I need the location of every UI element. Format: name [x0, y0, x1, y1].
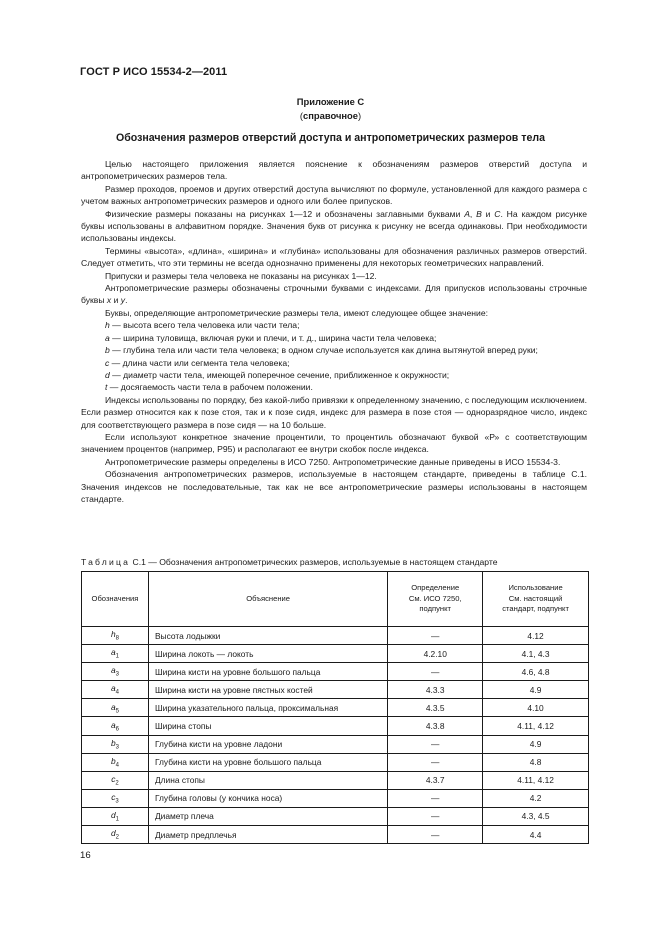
table-row	[82, 807, 589, 825]
table-row	[82, 645, 589, 663]
table-row	[82, 753, 589, 771]
cell-explanation: Диаметр предплечья	[148, 826, 387, 844]
table-caption-text: С.1 — Обозначения антропометрических размеров, используемые в настоящем стандарте	[130, 557, 498, 567]
cell-usage: 4.9	[483, 681, 589, 699]
letter-symbol: t	[105, 382, 108, 393]
cell-symbol	[82, 753, 149, 771]
cell-explanation: Ширина локоть — локоть	[148, 645, 387, 663]
cell-explanation: Диаметр плеча	[148, 807, 387, 825]
table-caption	[81, 557, 497, 567]
table-row	[82, 699, 589, 717]
cell-usage: 4.12	[483, 627, 589, 645]
cell-symbol	[82, 735, 149, 753]
letter-definition	[81, 344, 587, 356]
letter-run: А	[464, 208, 470, 219]
symbol-index: 5	[115, 708, 119, 715]
paragraph-letters-intro: Буквы, определяющие антропометрические размеры тела, имеют следующее общее значение:	[105, 307, 488, 318]
cell-symbol	[82, 807, 149, 825]
cell-explanation: Ширина кисти на уровне большого пальца	[148, 663, 387, 681]
annex-title: Приложение С	[296, 96, 365, 107]
letter-definition	[81, 381, 587, 393]
text-run: Антропометрические размеры обозначены строчными буквами с индексами. Для припусков использованы строчные буквы	[81, 283, 587, 306]
symbol-letter: c	[111, 792, 116, 803]
cell-symbol	[82, 627, 149, 645]
letter-symbol: d	[105, 369, 110, 380]
letter-text: — досягаемость части тела в рабочем положении.	[107, 382, 313, 393]
section-title: Обозначения размеров отверстий доступа и антропометрических размеров тела	[116, 132, 545, 144]
cell-explanation: Ширина стопы	[148, 717, 387, 735]
symbol-letter: a	[110, 719, 116, 730]
table-row	[82, 789, 589, 807]
cell-explanation: Длина стопы	[148, 771, 387, 789]
paragraph-percentile: Если используют конкретное значение процентили, то процентиль обозначают буквой «Р» с соответствующим значением процентов (например, Р95) и располагают ее внутри скобок после индекса.	[81, 431, 587, 455]
cell-explanation: Высота лодыжки	[148, 627, 387, 645]
letter-definition	[81, 369, 587, 381]
cell-explanation: Глубина кисти на уровне большого пальца	[148, 753, 387, 771]
cell-definition: 4.2.10	[388, 645, 483, 663]
letter-run: С	[494, 208, 501, 219]
header-usage-line: См. настоящий	[508, 593, 563, 603]
paragraph-iso-reference: Антропометрические размеры определены в ИСО 7250. Антропометрические данные приведены в ИСО 15534-3.	[105, 456, 561, 467]
paragraph-purpose: Целью настоящего приложения является пояснение к обозначениям размеров отверстий доступа и антропометрических размеров тела.	[81, 159, 587, 182]
text-run: ,	[469, 208, 477, 219]
symbol-index: 2	[115, 780, 119, 787]
cell-definition: 4.3.8	[388, 717, 483, 735]
symbol-index: 1	[115, 653, 119, 660]
cell-definition: —	[388, 753, 483, 771]
table-row	[82, 771, 589, 789]
symbol-letter: a	[110, 647, 116, 658]
cell-symbol	[82, 826, 149, 844]
symbol-letter: h	[110, 629, 116, 640]
paragraph-allowances-note: Припуски и размеры тела человека не показаны на рисунках 1—12.	[105, 270, 377, 281]
table-header-row	[82, 572, 589, 627]
letter-symbol: а	[105, 332, 110, 343]
text-run: Физические размеры показаны на рисунках 1—12 и обозначены заглавными буквами	[105, 208, 465, 219]
cell-usage: 4.11, 4.12	[483, 771, 589, 789]
cell-usage: 4.4	[483, 826, 589, 844]
table-row	[82, 735, 589, 753]
header-usage-line: стандарт, подпункт	[502, 604, 569, 614]
table-row	[82, 681, 589, 699]
table-row	[82, 663, 589, 681]
letter-run: В	[476, 208, 482, 219]
cell-usage: 4.10	[483, 699, 589, 717]
cell-usage: 4.11, 4.12	[483, 717, 589, 735]
cell-explanation: Глубина кисти на уровне ладони	[148, 735, 387, 753]
letter-text: — высота всего тела человека или части тела;	[109, 320, 300, 331]
header-definition-line: См. ИСО 7250, подпункт	[408, 593, 462, 614]
cell-symbol	[82, 789, 149, 807]
letter-run: у	[120, 295, 126, 306]
letter-text: — ширина туловища, включая руки и плечи, и т. д., ширина части тела человека;	[109, 332, 437, 343]
cell-definition: —	[388, 627, 483, 645]
text-run: и	[481, 208, 495, 219]
symbol-index: 2	[115, 834, 119, 841]
symbol-letter: a	[110, 683, 116, 694]
cell-usage: 4.3, 4.5	[483, 807, 589, 825]
paragraph-terms: Термины «высота», «длина», «ширина» и «глубина» использованы для обозначения различных размеров отверстий. Следует отметить, что эти термины не всегда однозначно применены для некоторых геометрических направлений.	[81, 245, 587, 269]
symbol-index: 3	[115, 744, 119, 751]
symbol-letter: b	[110, 737, 116, 748]
table-row	[82, 717, 589, 735]
cell-definition: 4.3.5	[388, 699, 483, 717]
cell-explanation: Ширина указательного пальца, проксимальная	[148, 699, 387, 717]
letter-run: х	[106, 295, 112, 306]
annex-subtitle: (справочное)	[299, 110, 362, 121]
cell-definition: —	[388, 789, 483, 807]
symbol-letter: c	[111, 773, 116, 784]
cell-definition: —	[388, 735, 483, 753]
letter-text: — длина части или сегмента тела человека;	[109, 357, 290, 368]
annex-subtitle-text: справочное	[303, 110, 358, 121]
paragraph-physical-sizes	[81, 208, 587, 245]
cell-definition: 4.3.7	[388, 771, 483, 789]
page-number: 16	[80, 850, 91, 861]
letter-symbol: с	[105, 357, 110, 368]
symbol-letter: d	[110, 828, 116, 839]
header-definition	[388, 572, 483, 627]
paragraph-indices: Индексы использованы по порядку, без какой-либо привязки к определенному значению, с последующим исключением. Если размер относится как к позе стоя, так и к позе сидя, индекс для размера в позе стоя — одноразрядное число, индекс для соответствующего размера в позе сидя — на 10 больше.	[81, 394, 587, 430]
symbol-index: 1	[115, 816, 119, 823]
cell-usage: 4.6, 4.8	[483, 663, 589, 681]
header-usage	[483, 572, 589, 627]
letter-text: — диаметр части тела, имеющей поперечное сечение, приближенное к окружности;	[109, 369, 450, 380]
cell-symbol	[82, 645, 149, 663]
table-caption-label: Таблица	[81, 557, 131, 567]
symbol-letter: d	[110, 810, 116, 821]
letter-definition	[81, 319, 587, 331]
symbols-table	[81, 571, 589, 844]
cell-usage: 4.8	[483, 753, 589, 771]
header-usage-line: Использование	[508, 583, 563, 593]
symbol-index: 3	[115, 798, 119, 805]
cell-definition: —	[388, 663, 483, 681]
cell-definition: —	[388, 826, 483, 844]
symbol-letter: a	[110, 701, 116, 712]
cell-symbol	[82, 681, 149, 699]
table-row	[82, 627, 589, 645]
symbol-index: 3	[115, 672, 119, 679]
symbol-letter: a	[110, 665, 116, 676]
cell-explanation: Глубина головы (у кончика носа)	[148, 789, 387, 807]
cell-definition: 4.3.3	[388, 681, 483, 699]
cell-definition: —	[388, 807, 483, 825]
cell-explanation: Ширина кисти на уровне пястных костей	[148, 681, 387, 699]
letter-symbol: h	[105, 320, 110, 331]
letter-text: — глубина тела или части тела человека; в одном случае используется как длина вытянутой вперед руки;	[109, 345, 538, 356]
cell-usage: 4.9	[483, 735, 589, 753]
symbol-letter: b	[110, 755, 116, 766]
letter-symbol: b	[105, 345, 110, 356]
document-code-header: ГОСТ Р ИСО 15534-2—2011	[80, 66, 228, 78]
header-symbol: Обозначения	[82, 572, 149, 627]
text-run: .	[125, 295, 128, 306]
table-row	[82, 826, 589, 844]
paragraph-access-size: Размер проходов, проемов и других отверстий доступа вычисляют по формуле, установленной для каждого размера с учетом важных антропометрических размеров и одного или более припусков.	[81, 183, 587, 207]
cell-symbol	[82, 771, 149, 789]
letter-definition	[81, 332, 587, 344]
symbol-index: 6	[115, 726, 119, 733]
paragraph-anthropometric	[81, 282, 587, 307]
cell-symbol	[82, 699, 149, 717]
text-run: и	[111, 295, 121, 306]
cell-symbol	[82, 663, 149, 681]
cell-symbol	[82, 717, 149, 735]
symbol-index: 4	[115, 762, 119, 769]
header-definition-line: Определение	[411, 583, 460, 593]
symbol-index: 8	[115, 635, 119, 642]
letter-definition	[81, 357, 587, 369]
header-explanation: Объяснение	[148, 572, 387, 627]
symbol-index: 4	[115, 690, 119, 697]
cell-usage: 4.1, 4.3	[483, 645, 589, 663]
paragraph-table-reference: Обозначения антропометрических размеров, используемые в настоящем стандарте, приведены в таблице С.1. Значения индексов не последовательные, так как не все антропометрические размеры использованы в настоящем стандарте.	[81, 469, 587, 504]
cell-usage: 4.2	[483, 789, 589, 807]
body-text	[81, 158, 587, 505]
text-run: . На каждом рисунке буквы использованы в алфавитном порядке. Значения букв от рисунка к рисунку не всегда одинаковы. При необходимости использованы индексы.	[81, 208, 587, 244]
